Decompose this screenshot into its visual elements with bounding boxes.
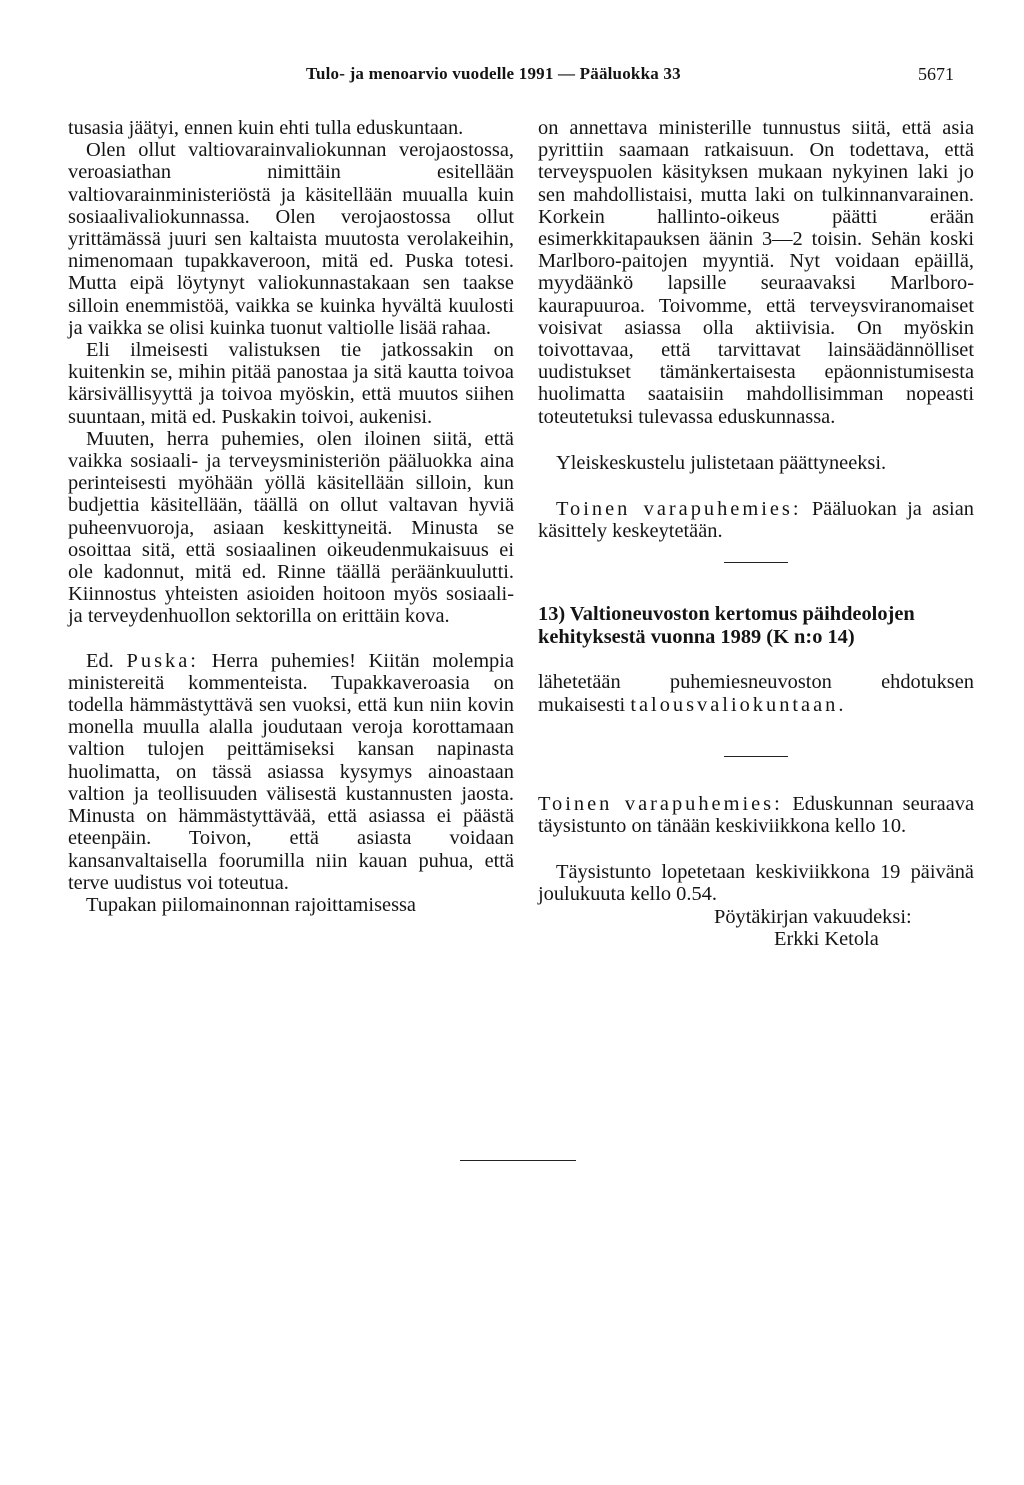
speaker-title: Ed. [86, 649, 114, 672]
running-header: Tulo- ja menoarvio vuodelle 1991 — Pääluokka 33 [306, 64, 681, 83]
signatory: Erkki Ketola [774, 927, 879, 950]
minutes-certification: Pöytäkirjan vakuudeksi: [714, 905, 912, 928]
general-debate-closed: Yleiskeskustelu julistetaan päättyneeksi. [556, 451, 887, 474]
agenda-item-text: lähetetään puhemiesneuvoston ehdotuksen mukaisesti talousvaliokuntaan. [538, 671, 974, 716]
left-column [68, 117, 514, 916]
statement-text: Pääluokan ja asian käsittely keskeytetään. [538, 498, 974, 543]
speaker-name: Puska: [126, 649, 199, 672]
paragraph: Tupakan piilomainonnan rajoittamisessa [86, 893, 416, 916]
page-number: 5671 [918, 64, 954, 84]
paragraph: tusasia jäätyi, ennen kuin ehti tulla eduskuntaan. [68, 117, 464, 139]
paragraph: Muuten, herra puhemies, olen iloinen siitä, että vaikka sosiaali- ja terveysministeriön pääluokka aina perinteisesti myöhään yöllä käsitellään silloin, kun budjettia käsitellään, täällä on ollut valtavan hyviä puheenvuoroja, asiaan keskittyneitä. Minusta se osoittaa sitä, että sosiaalinen oikeudenmukaisuus ei ole kadonnut, mitä ed. Rinne täällä peräänkuulutti. Kiinnostus yhteisten asioiden hoitoon myös sosiaali- ja terveydenhuollon sektorilla on erittäin kova. [68, 427, 514, 628]
statement-text: Eduskunnan seuraava täysistunto on tänään keskiviikkona kello 10. [538, 792, 974, 838]
speech-text: Herra puhemies! Kiitän molempia ministereitä kommenteista. Tupakkaveroasia on todella hämmästyttävä sen vuoksi, että kun niin kovin monella muulla alalla joudutaan veroja korottamaan valtion tulojen peittämiseksi kansan napinasta huolimatta, on tässä asiassa kysymys ainoastaan valtion ja teollisuuden välisestä kustannusten jaosta. Minusta on hämmästyttävää, että asiassa ei päästä eteenpäin. Toivon, että asiasta voidaan kansanvaltaisella foorumilla niin kauan puhua, että terve uudistus voi toteutua. [68, 649, 514, 894]
committee-name: talousvaliokuntaan. [630, 693, 847, 716]
paragraph: Eli ilmeisesti valistuksen tie jatkossakin on kuitenkin se, mihin pitää panostaa ja sitä kautta toivoa kärsivällisyyttä ja toivoa myöskin, että muutos siihen suuntaan, mitä ed. Puskakin toivoi, aukenisi. [68, 339, 514, 428]
section-divider [724, 562, 788, 563]
agenda-item-heading: 13) Valtioneuvoston kertomus päihdeolojen kehityksestä vuonna 1989 (K n:o 14) [538, 603, 915, 649]
deputy-speaker-statement [538, 793, 974, 837]
right-column [538, 117, 974, 950]
speech-paragraph [68, 650, 514, 894]
section-divider [724, 756, 788, 757]
speaker-role: Toinen varapuhemies: [556, 498, 802, 521]
paragraph: on annettava ministerille tunnustus siitä, että asia pyrittiin saamaan ratkaisuun. On todettava, että terveyspuolen käsityksen mukaan nykyinen laki jo sen mahdollistaisi, mutta laki on tulkinnanvarainen. Korkein hallinto-oikeus päätti erään esimerkkitapauksen äänin 3—2 toisin. Sehän koski Marlboro-paitojen myyntiä. Nyt voidaan epäillä, myydäänkö lapsille seuraavaksi Marlboro-kaurapuuroa. Toivomme, että terveysviranomaiset voisivat asiassa olla aktiivisia. On myöskin toivottavaa, että tarvittavat lainsäädännölliset uudistukset tämänkertaisesta epäonnistumisesta huolimatta saataisiin mahdollisimman nopeasti toteutetuksi tulevassa eduskunnassa. [538, 117, 974, 428]
paragraph: Olen ollut valtiovarainvaliokunnan verojaostossa, veroasiathan nimittäin esitellään valtiovarainministeriöstä ja käsitellään muualla kuin sosiaalivaliokunnassa. Olen verojaostossa ollut yrittämässä juuri sen kaltaista muutosta verolakeihin, nimenomaan tupakkaveroon, mitä ed. Puska totesi. Mutta eipä löytynyt valiokunnastakaan sen taakse silloin enemmistöä, vaikka se kuinka hyvältä kuulosti ja vaikka se olisi kuinka tuonut valtiolle lisää rahaa. [68, 139, 514, 339]
session-closed: Täysistunto lopetetaan keskiviikkona 19 päivänä joulukuuta kello 0.54. [538, 861, 974, 906]
end-divider [460, 1160, 576, 1161]
speaker-role: Toinen varapuhemies: [538, 792, 783, 815]
deputy-speaker-statement [538, 498, 974, 542]
